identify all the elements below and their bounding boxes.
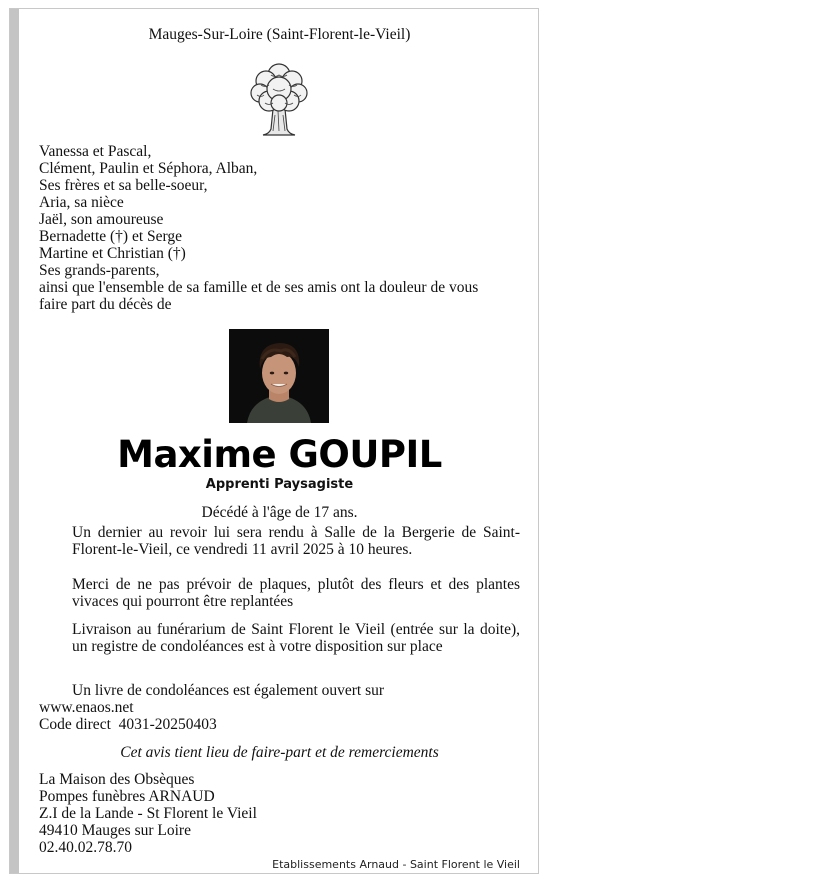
contact-phone: 02.40.02.78.70 (39, 839, 132, 856)
family-line: Ses frères et sa belle-soeur, (39, 177, 208, 194)
family-line: Vanessa et Pascal, (39, 143, 152, 160)
notice-line: Cet avis tient lieu de faire-part et de remerciements (120, 744, 439, 761)
family-line: faire part du décès de (39, 296, 172, 313)
ceremony-paragraph (39, 524, 520, 558)
family-line: Clément, Paulin et Séphora, Alban, (39, 160, 258, 177)
flowers-text: Merci de ne pas prévoir de plaques, plutôt des fleurs et des plantes vivaces qui pourront être replantées (72, 576, 520, 610)
condolence-paragraph (39, 682, 520, 733)
condolence-code: Code direct 4031-20250403 (39, 716, 217, 733)
condolence-intro: Un livre de condoléances est également ouvert sur (72, 682, 385, 699)
condolence-site: www.enaos.net (39, 699, 134, 716)
left-border (10, 9, 19, 873)
contact-line: Z.I de la Lande - St Florent le Vieil (39, 805, 257, 822)
contact-line: 49410 Mauges sur Loire (39, 822, 191, 839)
portrait-photo (229, 329, 329, 423)
family-line: Martine et Christian (†) (39, 245, 186, 262)
footer-credit: Etablissements Arnaud - Saint Florent le Vieil (272, 858, 520, 871)
contact-line: La Maison des Obsèques (39, 771, 195, 788)
family-line: Jaël, son amoureuse (39, 211, 164, 228)
flowers-paragraph (39, 576, 520, 610)
deceased-age: Décédé à l'âge de 17 ans. (201, 504, 358, 521)
funeral-home-contact (39, 771, 520, 856)
family-list (39, 143, 520, 313)
deceased-name: Maxime GOUPIL (117, 433, 442, 476)
ceremony-text: Un dernier au revoir lui sera rendu à Salle de la Bergerie de Saint-Florent-le-Vieil, ce vendredi 11 avril 2025 à 10 heures. (72, 524, 520, 558)
family-line: Ses grands-parents, (39, 262, 160, 279)
contact-line: Pompes funèbres ARNAUD (39, 788, 215, 805)
tree-icon (249, 61, 309, 137)
obituary-notice (9, 8, 539, 874)
town-heading: Mauges-Sur-Loire (Saint-Florent-le-Vieil) (148, 26, 411, 43)
family-line: Aria, sa nièce (39, 194, 124, 211)
family-line: ainsi que l'ensemble de sa famille et de ses amis ont la douleur de vous (39, 279, 479, 296)
deceased-occupation: Apprenti Paysagiste (205, 477, 354, 492)
delivery-paragraph (39, 621, 520, 655)
family-line: Bernadette (†) et Serge (39, 228, 183, 245)
delivery-text: Livraison au funérarium de Saint Florent le Vieil (entrée sur la doite), un registre de condoléances est à votre disposition sur place (72, 621, 520, 655)
